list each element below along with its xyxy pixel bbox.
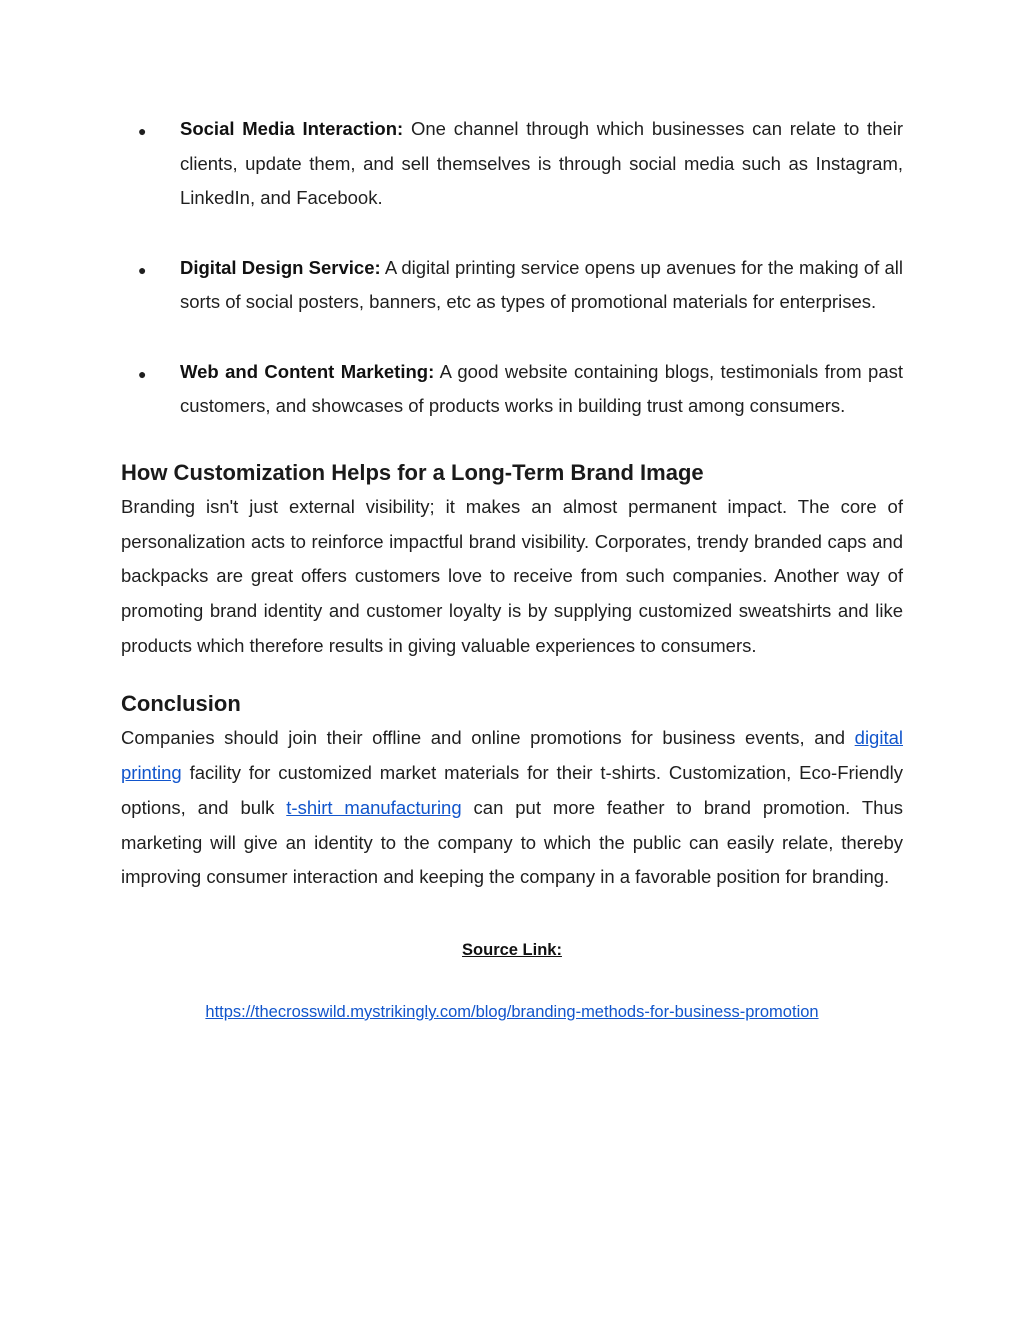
conclusion-heading: Conclusion bbox=[121, 691, 241, 717]
bullet-term: Digital Design Service: bbox=[180, 256, 381, 278]
conclusion-text-3: can put more feather to brand promotion. Thus marketing will give an identity to the company to which the public can easily relate, thereby improving consumer interaction and keeping the company in a favorable position for branding. bbox=[121, 796, 903, 888]
bullet-term: Social Media Interaction: bbox=[180, 118, 404, 139]
conclusion-text-1: Companies should join their offline and online promotions for business events, and bbox=[121, 727, 855, 749]
source-url-link[interactable]: https://thecrosswild.mystrikingly.com/blog/branding-methods-for-business-promotion bbox=[205, 1002, 819, 1021]
bullet-dot-icon: ● bbox=[138, 365, 147, 382]
tshirt-manufacturing-link[interactable]: t-shirt manufacturing bbox=[286, 796, 462, 818]
conclusion-text-2: facility for customized market materials for their t-shirts. Customization, Eco-Friendly options, and bulk bbox=[121, 762, 903, 818]
source-url-row bbox=[121, 1000, 903, 1024]
source-link-label: Source Link: bbox=[462, 940, 562, 959]
bullet-dot-icon: ● bbox=[138, 261, 147, 278]
customization-paragraph: Branding isn't just external visibility; it makes an almost permanent impact. The core of personalization acts to reinforce impactful brand visibility. Corporates, trendy branded caps and backpacks are great offers customers love to receive from such companies. Another way of promoting brand identity and customer loyalty is by supplying customized sweatshirts and like products which therefore results in giving valuable experiences to consumers. bbox=[121, 495, 903, 656]
bullet-text: A digital printing service opens up avenues for the making of all sorts of social posters, banners, etc as types of promotional materials for enterprises. bbox=[180, 256, 904, 313]
bullet-digital-design bbox=[121, 251, 903, 320]
bullet-social-media bbox=[121, 112, 903, 216]
customization-heading: How Customization Helps for a Long-Term Brand Image bbox=[121, 459, 704, 485]
bullet-text: A good website containing blogs, testimonials from past customers, and showcases of products works in building trust among consumers. bbox=[180, 360, 903, 417]
feature-bullet-list bbox=[121, 112, 903, 424]
bullet-web-content bbox=[121, 355, 903, 424]
bullet-text: One channel through which businesses can relate to their clients, update them, and sell themselves is through social media such as Instagram, LinkedIn, and Facebook. bbox=[180, 118, 904, 209]
bullet-term: Web and Content Marketing: bbox=[180, 360, 435, 382]
digital-printing-link[interactable]: digital printing bbox=[121, 727, 903, 784]
conclusion-paragraph bbox=[121, 721, 903, 895]
bullet-dot-icon: ● bbox=[138, 123, 147, 139]
document-page bbox=[121, 112, 903, 1024]
